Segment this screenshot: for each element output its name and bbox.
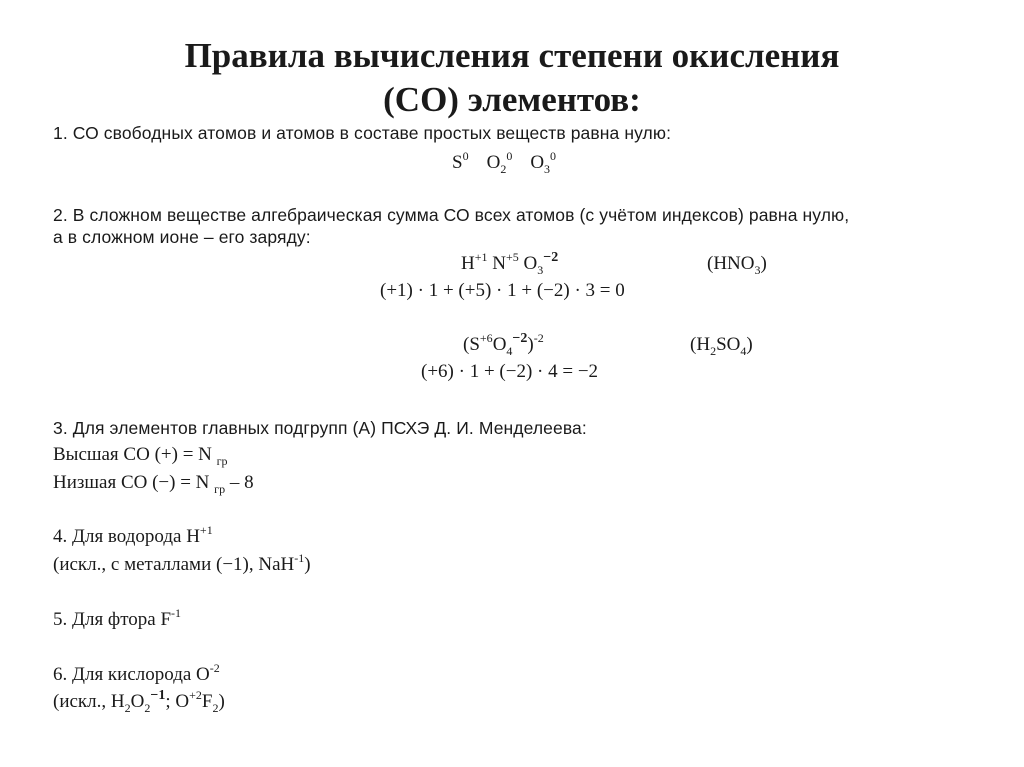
rule-2-example-2-calc: (+6) · 1 + (−2) · 4 = −2 <box>421 361 599 382</box>
rule-5-text: 5. Для фтора $F^{-1}$ <box>53 606 182 630</box>
page-title-line1: Правила вычисления степени окисления <box>184 36 840 75</box>
rule-1-examples: $S^0$ $O_2^0$ $O_3^0$ <box>452 149 557 176</box>
rule-4-exception: (искл., с металлами (−1), NaH$^{-1}$) <box>53 551 311 575</box>
rule-2-example-2-formula: $(S^{+6}O_4^{-2})^{-2}$ <box>463 331 544 358</box>
rule-6-exception: (искл., $H_2O_2^{-1}$; $O^{+2}F_2$) <box>53 688 225 715</box>
rule-3-high: Высшая СО (+) = N $_{гр}$ <box>53 444 228 468</box>
rule-2-line1: 2. В сложном веществе алгебраическая сумма СО всех атомов (с учётом индексов) равна нулю, <box>53 205 850 225</box>
page-title-line2: (СО) элементов: <box>383 80 641 119</box>
rule-2-example-1-name: $(HNO_3)$ <box>707 253 767 277</box>
rule-2-example-1-calc: (+1) · 1 + (+5) · 1 + (−2) · 3 = 0 <box>380 280 625 301</box>
rule-4-text: 4. Для водорода $H^{+1}$ <box>53 523 213 547</box>
rule-2-example-1-formula: $H^{+1}$ $N^{+5}$ $O_3^{-2}$ <box>461 250 559 277</box>
rule-1-text: 1. СО свободных атомов и атомов в составе простых веществ равна нулю: <box>53 123 672 143</box>
rule-2-line2: а в сложном ионе – его заряду: <box>53 227 311 247</box>
rule-6-text: 6. Для кислорода $O^{-2}$ <box>53 661 220 685</box>
rule-3-low: Низшая СО (−) = N $_{гр}$ – 8 <box>53 472 254 496</box>
rule-3-text: 3. Для элементов главных подгрупп (А) ПСХЭ Д. И. Менделеева: <box>53 418 587 438</box>
rule-2-example-2-name: $(H_2SO_4)$ <box>690 334 753 358</box>
